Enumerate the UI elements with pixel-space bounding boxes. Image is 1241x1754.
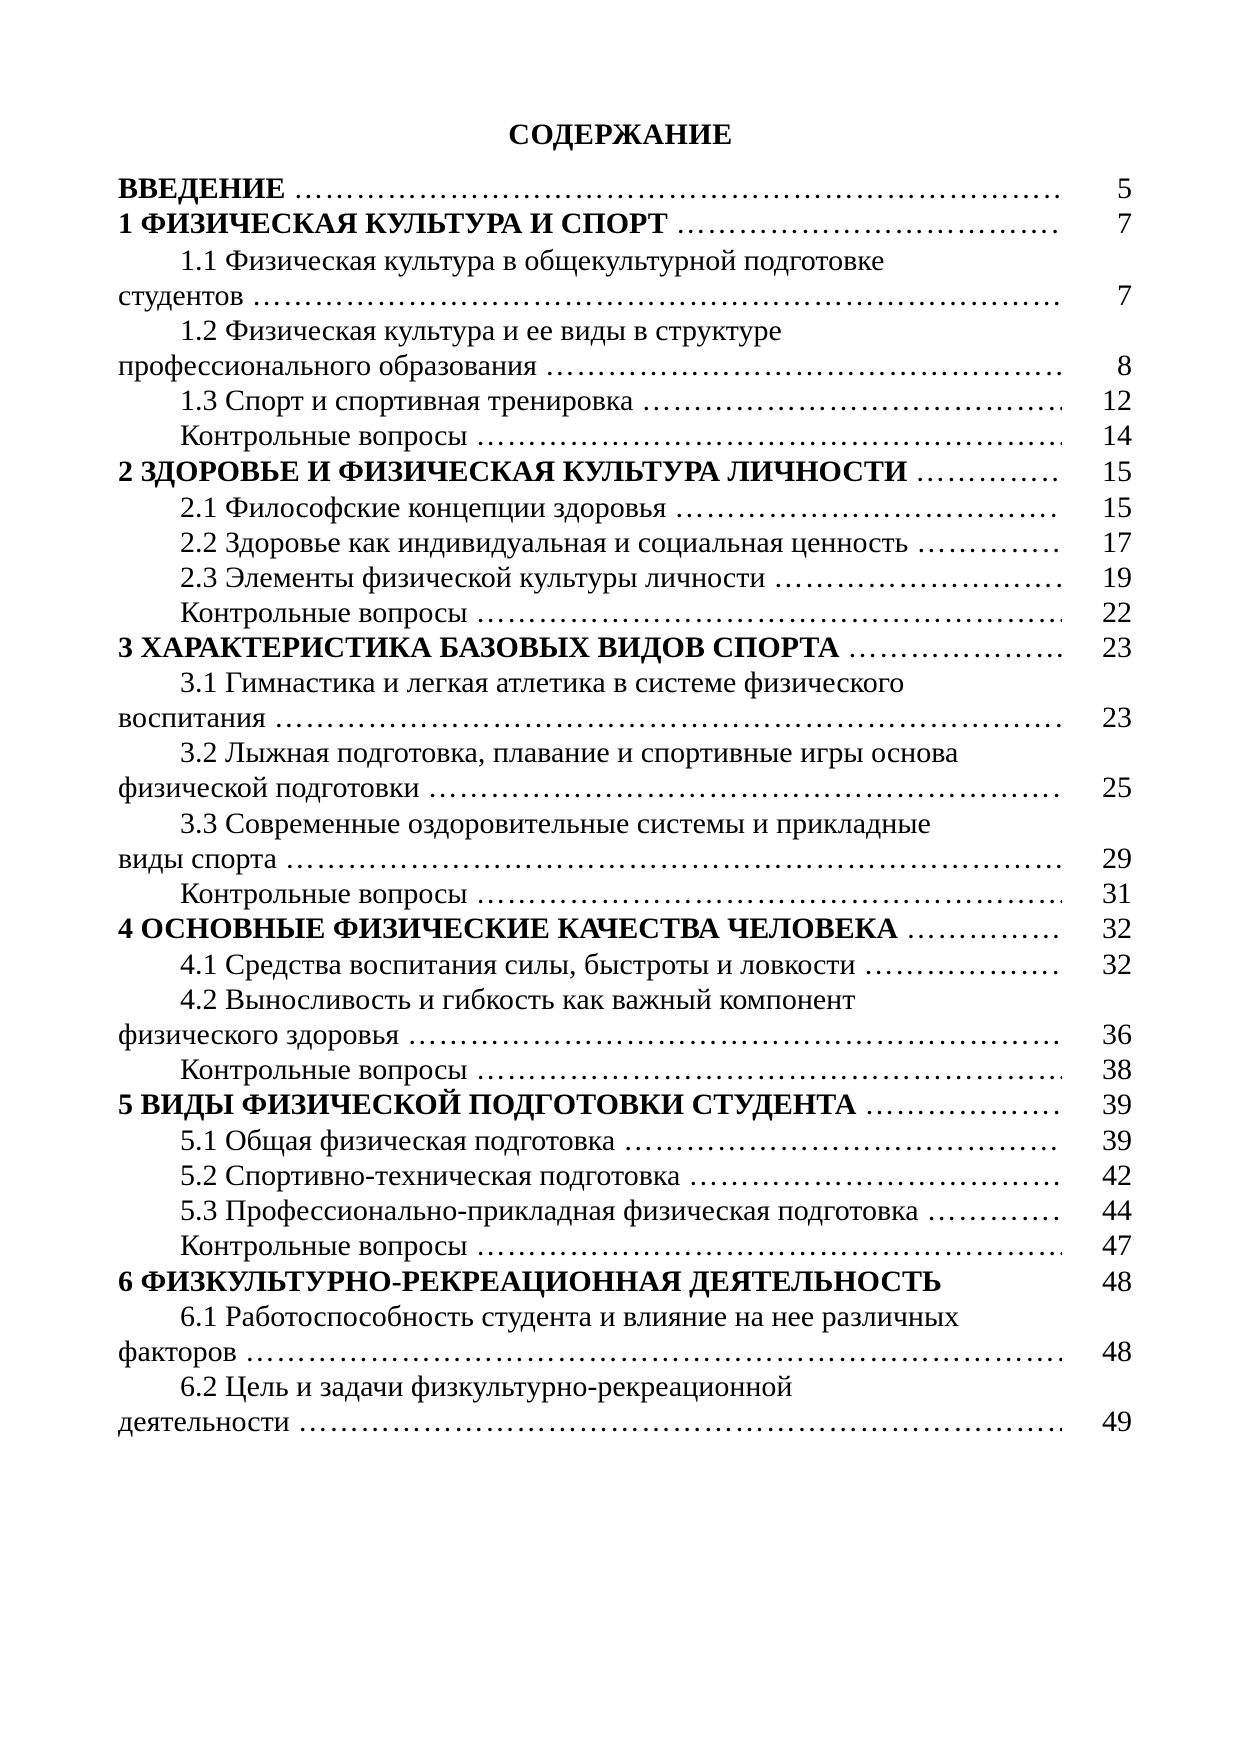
toc-entry-section-2 <box>118 452 1062 492</box>
toc-leader-dots <box>266 698 1062 738</box>
toc-page-number: 36 <box>1102 1018 1132 1051</box>
toc-entry-1-1-line1: 1.1 Физическая культура в общекультурной подготовке <box>180 244 885 277</box>
toc-entry-1-3 <box>180 381 1062 421</box>
toc-page-number: 32 <box>1102 948 1132 981</box>
toc-entry-section-6 <box>118 1262 1062 1302</box>
toc-leader-dots <box>615 1121 1062 1161</box>
toc-entry-intro <box>118 169 1062 209</box>
toc-leader-dots <box>856 1085 1062 1125</box>
toc-entry-1-1-line2 <box>118 276 1062 316</box>
toc-entry-4-2-line1: 4.2 Выносливость и гибкость как важный компонент <box>180 983 856 1016</box>
toc-page-number: 39 <box>1102 1124 1132 1157</box>
toc-entry-text: 2.2 Здоровье как индивидуальная и социальная ценность <box>180 526 909 559</box>
toc-entry-2-1 <box>180 488 1062 528</box>
toc-entry-text: студентов <box>118 279 244 312</box>
toc-page-number: 8 <box>1117 349 1132 382</box>
toc-page-number: 39 <box>1102 1088 1132 1121</box>
toc-entry-4-1 <box>180 945 1062 985</box>
toc-leader-dots <box>468 593 1062 633</box>
toc-entry-text: деятельности <box>118 1405 290 1438</box>
toc-page-number: 5 <box>1117 172 1132 205</box>
toc-page-number: 25 <box>1102 771 1132 804</box>
toc-entry-2-2 <box>180 523 1062 563</box>
toc-entry-text: Контрольные вопросы <box>180 596 468 629</box>
toc-leader-dots <box>468 874 1062 914</box>
toc-leader-dots <box>468 416 1062 456</box>
toc-page-number: 49 <box>1102 1405 1132 1438</box>
toc-entry-text: 1 ФИЗИЧЕСКАЯ КУЛЬТУРА И СПОРТ <box>118 207 668 240</box>
toc-entry-5-1 <box>180 1121 1062 1161</box>
toc-leader-dots <box>399 1015 1062 1055</box>
toc-entry-text: 1.3 Спорт и спортивная тренировка <box>180 384 634 417</box>
toc-leader-dots <box>468 1050 1062 1090</box>
toc-entry-3-3-line2 <box>118 839 1062 879</box>
toc-leader-dots <box>290 1402 1062 1442</box>
toc-entry-4-2-line2 <box>118 1015 1062 1055</box>
toc-entry-6-1-line2 <box>118 1332 1062 1372</box>
toc-entry-3-2-line1: 3.2 Лыжная подготовка, плавание и спортивные игры основа <box>180 736 959 769</box>
toc-page-number: 7 <box>1117 207 1132 240</box>
toc-entry-1-2-line2 <box>118 346 1062 386</box>
toc-entry-3-2-line2 <box>118 768 1062 808</box>
toc-entry-6-2-line2 <box>118 1402 1062 1442</box>
toc-entry-3-1-line2 <box>118 698 1062 738</box>
page-title: СОДЕРЖАНИЕ <box>508 118 733 151</box>
toc-page-number: 47 <box>1102 1229 1132 1262</box>
toc-entry-text: физического здоровья <box>118 1018 400 1051</box>
toc-entry-6-2-line1: 6.2 Цель и задачи физкультурно-рекреационной <box>180 1370 793 1403</box>
toc-page-number: 31 <box>1102 877 1132 910</box>
toc-entry-section-4 <box>118 909 1062 949</box>
toc-entry-text: 2.3 Элементы физической культуры личности <box>180 561 766 594</box>
toc-page-number: 14 <box>1102 419 1132 452</box>
toc-entry-text: 5 ВИДЫ ФИЗИЧЕСКОЙ ПОДГОТОВКИ СТУДЕНТА <box>118 1088 857 1121</box>
toc-entry-text: 3 ХАРАКТЕРИСТИКА БАЗОВЫХ ВИДОВ СПОРТА <box>118 631 840 664</box>
toc-entry-text: Контрольные вопросы <box>180 1053 468 1086</box>
toc-entry-text: Контрольные вопросы <box>180 1229 468 1262</box>
toc-entry-section-1 <box>118 204 1062 244</box>
toc-entry-5-3 <box>180 1191 1062 1231</box>
toc-entry-text: воспитания <box>118 701 266 734</box>
toc-entry-review-3 <box>180 874 1062 914</box>
toc-entry-text: 5.3 Профессионально-прикладная физическая подготовка <box>180 1194 919 1227</box>
toc-entry-text: профессионального образования <box>118 349 537 382</box>
toc-page-number: 7 <box>1117 279 1132 312</box>
toc-entry-text: 6 ФИЗКУЛЬТУРНО-РЕКРЕАЦИОННАЯ ДЕЯТЕЛЬНОСТЬ <box>118 1265 942 1298</box>
toc-leader-dots <box>420 768 1062 808</box>
toc-entry-text: Контрольные вопросы <box>180 877 468 910</box>
toc-entry-text: физической подготовки <box>118 771 420 804</box>
toc-leader-dots <box>840 628 1062 668</box>
toc-entry-text: факторов <box>118 1335 237 1368</box>
toc-page-number: 44 <box>1102 1194 1132 1227</box>
toc-entry-text: 5.1 Общая физическая подготовка <box>180 1124 616 1157</box>
toc-page-number: 19 <box>1102 561 1132 594</box>
toc-entry-3-1-line1: 3.1 Гимнастика и легкая атлетика в системе физического <box>180 666 905 699</box>
toc-leader-dots <box>765 558 1062 598</box>
toc-leader-dots <box>898 909 1062 949</box>
toc-page-number: 42 <box>1102 1159 1132 1192</box>
toc-leader-dots <box>919 1191 1062 1231</box>
toc-page-number: 23 <box>1102 701 1132 734</box>
toc-page-number: 15 <box>1102 491 1132 524</box>
toc-leader-dots <box>666 488 1062 528</box>
toc-entry-text: 4 ОСНОВНЫЕ ФИЗИЧЕСКИЕ КАЧЕСТВА ЧЕЛОВЕКА <box>118 912 899 945</box>
toc-leader-dots <box>680 1156 1062 1196</box>
toc-entry-text: 2 ЗДОРОВЬЕ И ФИЗИЧЕСКАЯ КУЛЬТУРА ЛИЧНОСТИ <box>118 455 908 488</box>
toc-entry-text: ВВЕДЕНИЕ <box>118 172 286 205</box>
toc-leader-dots <box>277 839 1062 879</box>
toc-entry-text: 4.1 Средства воспитания силы, быстроты и ловкости <box>180 948 856 981</box>
toc-page-number: 32 <box>1102 912 1132 945</box>
toc-page-number: 38 <box>1102 1053 1132 1086</box>
toc-leader-dots <box>468 1226 1062 1266</box>
toc-leader-dots <box>537 346 1062 386</box>
toc-page-number: 29 <box>1102 842 1132 875</box>
toc-page-number: 48 <box>1102 1265 1132 1298</box>
toc-page-number: 22 <box>1102 596 1132 629</box>
toc-leader-dots <box>237 1332 1062 1372</box>
toc-leader-dots <box>668 204 1062 244</box>
toc-page-number: 17 <box>1102 526 1132 559</box>
toc-page-number: 12 <box>1102 384 1132 417</box>
toc-entry-text: виды спорта <box>118 842 277 875</box>
toc-entry-section-5 <box>118 1085 1062 1125</box>
toc-page-number: 23 <box>1102 631 1132 664</box>
toc-entry-review-2 <box>180 593 1062 633</box>
toc-entry-review-4 <box>180 1050 1062 1090</box>
toc-leader-dots <box>907 452 1062 492</box>
toc-entry-3-3-line1: 3.3 Современные оздоровительные системы и прикладные <box>180 807 931 840</box>
toc-page-number: 48 <box>1102 1335 1132 1368</box>
toc-leader-dots <box>244 276 1062 316</box>
toc-entry-text: 5.2 Спортивно-техническая подготовка <box>180 1159 681 1192</box>
toc-entry-2-3 <box>180 558 1062 598</box>
toc-entry-1-2-line1: 1.2 Физическая культура и ее виды в структуре <box>180 314 782 347</box>
toc-leader-dots <box>633 381 1062 421</box>
toc-entry-6-1-line1: 6.1 Работоспособность студента и влияние на нее различных <box>180 1300 960 1333</box>
toc-entry-text: Контрольные вопросы <box>180 419 468 452</box>
toc-entry-text: 2.1 Философские концепции здоровья <box>180 491 667 524</box>
toc-entry-section-3 <box>118 628 1062 668</box>
toc-leader-dots <box>856 945 1062 985</box>
toc-leader-dots <box>285 169 1062 209</box>
toc-page-number: 15 <box>1102 455 1132 488</box>
toc-entry-5-2 <box>180 1156 1062 1196</box>
toc-entry-review-1 <box>180 416 1062 456</box>
toc-leader-dots <box>908 523 1062 563</box>
toc-entry-review-5 <box>180 1226 1062 1266</box>
